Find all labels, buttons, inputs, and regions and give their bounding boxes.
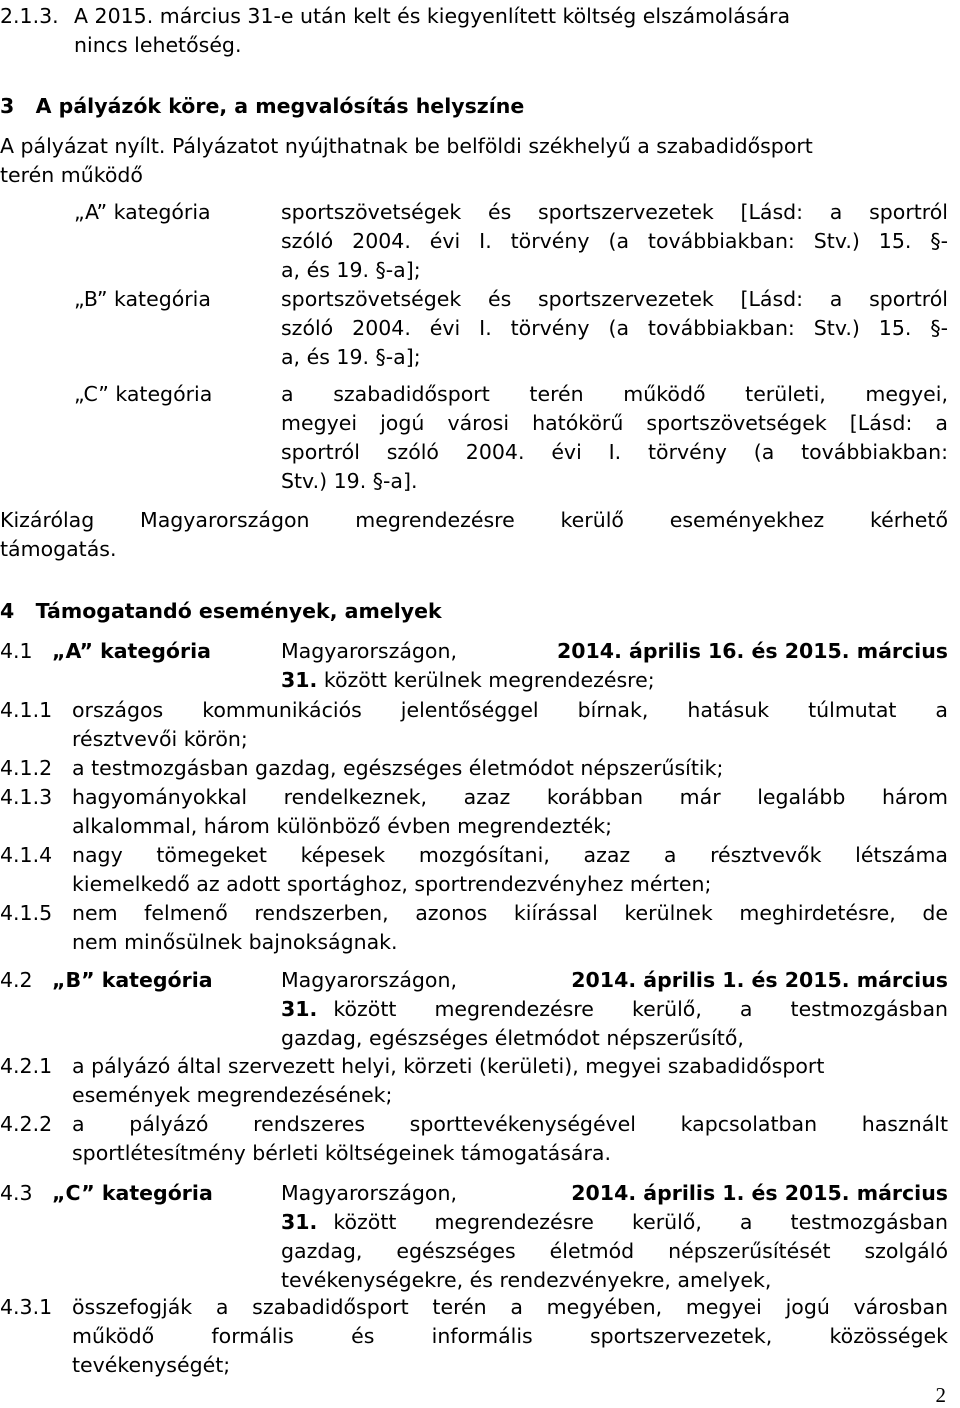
category-b-line: sportszövetségek és sportszervezetek [Lásd: a sportról [281,287,948,311]
category-c-line: megyei jogú városi hatókörű sportszövetségek [Lásd: a [281,411,948,435]
item-number: 4.1.2 [0,756,53,780]
category-c-label: „C” kategória [74,382,213,406]
item-number: 4.1.5 [0,901,53,925]
intro-line-2: nincs lehetőség. [74,33,242,57]
list-item-line: nem minősülnek bajnokságnak. [72,930,398,954]
item-number: 4.1.1 [0,698,53,722]
category-a-line: a, és 19. §-a]; [281,258,421,282]
subsection-category-label: „C” kategória [52,1181,213,1205]
subsection-42-line-2 [281,995,948,1024]
item-number: 4.1.3 [0,785,53,809]
subsection-date: 2014. április 1. és 2015. március [571,968,948,992]
subsection-43-line-2 [281,1208,948,1237]
category-a-label: „A” kategória [74,200,211,224]
closing-line-2: támogatás. [0,537,117,561]
item-number: 4.3.1 [0,1295,53,1319]
list-item-line: működő formális és informális sportszervezetek, közösségek [72,1324,948,1348]
list-item-line: hagyományokkal rendelkeznek, azaz korábban már legalább három [72,785,948,809]
subsection-43-line-1 [281,1179,948,1208]
category-b-line: szóló 2004. évi I. törvény (a továbbiakban: Stv.) 15. §- [281,316,948,340]
section-3-heading: 3 A pályázók köre, a megvalósítás helyszíne [0,94,525,118]
list-item-line: résztvevői körön; [72,727,248,751]
section-3-paragraph-line-1: A pályázat nyílt. Pályázatot nyújthatnak be belföldi székhelyű a szabadidősport [0,134,813,158]
subsection-pre-text: Magyarországon, [281,968,457,992]
subsection-41-line-1 [281,637,948,666]
list-item-line: országos kommunikációs jelentőséggel bírnak, hatásuk túlmutat a [72,698,948,722]
list-item-line: nem felmenő rendszerben, azonos kiírással kerülnek meghirdetésre, de [72,901,948,925]
subsection-43-line-4: tevékenységekre, és rendezvényekre, amelyek, [281,1268,772,1292]
list-item-line: tevékenységét; [72,1353,231,1377]
list-item-line: a pályázó rendszeres sporttevékenységével kapcsolatban használt [72,1112,948,1136]
subsection-category-label: „A” kategória [52,639,211,663]
subsection-number: 4.2 [0,968,33,992]
category-a-line: sportszövetségek és sportszervezetek [Lásd: a sportról [281,200,948,224]
category-c-line: Stv.) 19. §-a]. [281,469,418,493]
subsection-rest: között megrendezésre kerülő, a testmozgásban [333,1210,948,1234]
list-item-line: alkalommal, három különböző évben megrendezték; [72,814,613,838]
category-c-line: a szabadidősport terén működő területi, megyei, [281,382,948,406]
subsection-date: 2014. április 16. és 2015. március [557,639,948,663]
subsection-date: 31. [281,1210,318,1234]
closing-line-1: Kizárólag Magyarországon megrendezésre kerülő eseményekhez kérhető [0,508,948,532]
category-b-label: „B” kategória [74,287,211,311]
section-4-heading: 4 Támogatandó események, amelyek [0,599,442,623]
item-number: 4.2.1 [0,1054,53,1078]
category-b-line: a, és 19. §-a]; [281,345,421,369]
subsection-category-label: „B” kategória [52,968,213,992]
intro-line-1: A 2015. március 31-e után kelt és kiegyenlített költség elszámolására [74,4,791,28]
subsection-date: 31. [281,997,318,1021]
subsection-pre-text: Magyarországon, [281,1181,457,1205]
list-item-line: összefogják a szabadidősport terén a megyében, megyei jogú városban [72,1295,948,1319]
list-item-line: a pályázó által szervezett helyi, körzeti (kerületi), megyei szabadidősport [72,1054,825,1078]
subsection-date: 2014. április 1. és 2015. március [571,1181,948,1205]
item-number: 4.2.2 [0,1112,53,1136]
list-item-line: sportlétesítmény bérleti költségeinek támogatására. [72,1141,611,1165]
category-c-line: sportról szóló 2004. évi I. törvény (a továbbiakban: [281,440,948,464]
section-3-paragraph-line-2: terén működő [0,163,143,187]
list-item-line: események megrendezésének; [72,1083,393,1107]
item-number: 4.1.4 [0,843,53,867]
subsection-42-line-1 [281,966,948,995]
list-item-line: a testmozgásban gazdag, egészséges életmódot népszerűsítik; [72,756,724,780]
list-item-line: kiemelkedő az adott sportághoz, sportrendezvényhez mérten; [72,872,712,896]
subsection-rest: között kerülnek megrendezésre; [323,668,655,692]
page-number: 2 [935,1383,946,1407]
subsection-number: 4.1 [0,639,33,663]
subsection-date: 31. [281,668,318,692]
subsection-41-line-2 [281,666,655,695]
subsection-rest: között megrendezésre kerülő, a testmozgásban [333,997,948,1021]
subsection-43-line-3: gazdag, egészséges életmód népszerűsítését szolgáló [281,1239,948,1263]
item-number: 2.1.3. [0,4,59,28]
subsection-pre-text: Magyarországon, [281,639,457,663]
subsection-number: 4.3 [0,1181,33,1205]
list-item-line: nagy tömegeket képesek mozgósítani, azaz a résztvevők létszáma [72,843,948,867]
category-a-line: szóló 2004. évi I. törvény (a továbbiakban: Stv.) 15. §- [281,229,948,253]
subsection-42-line-3: gazdag, egészséges életmódot népszerűsítő, [281,1026,744,1050]
